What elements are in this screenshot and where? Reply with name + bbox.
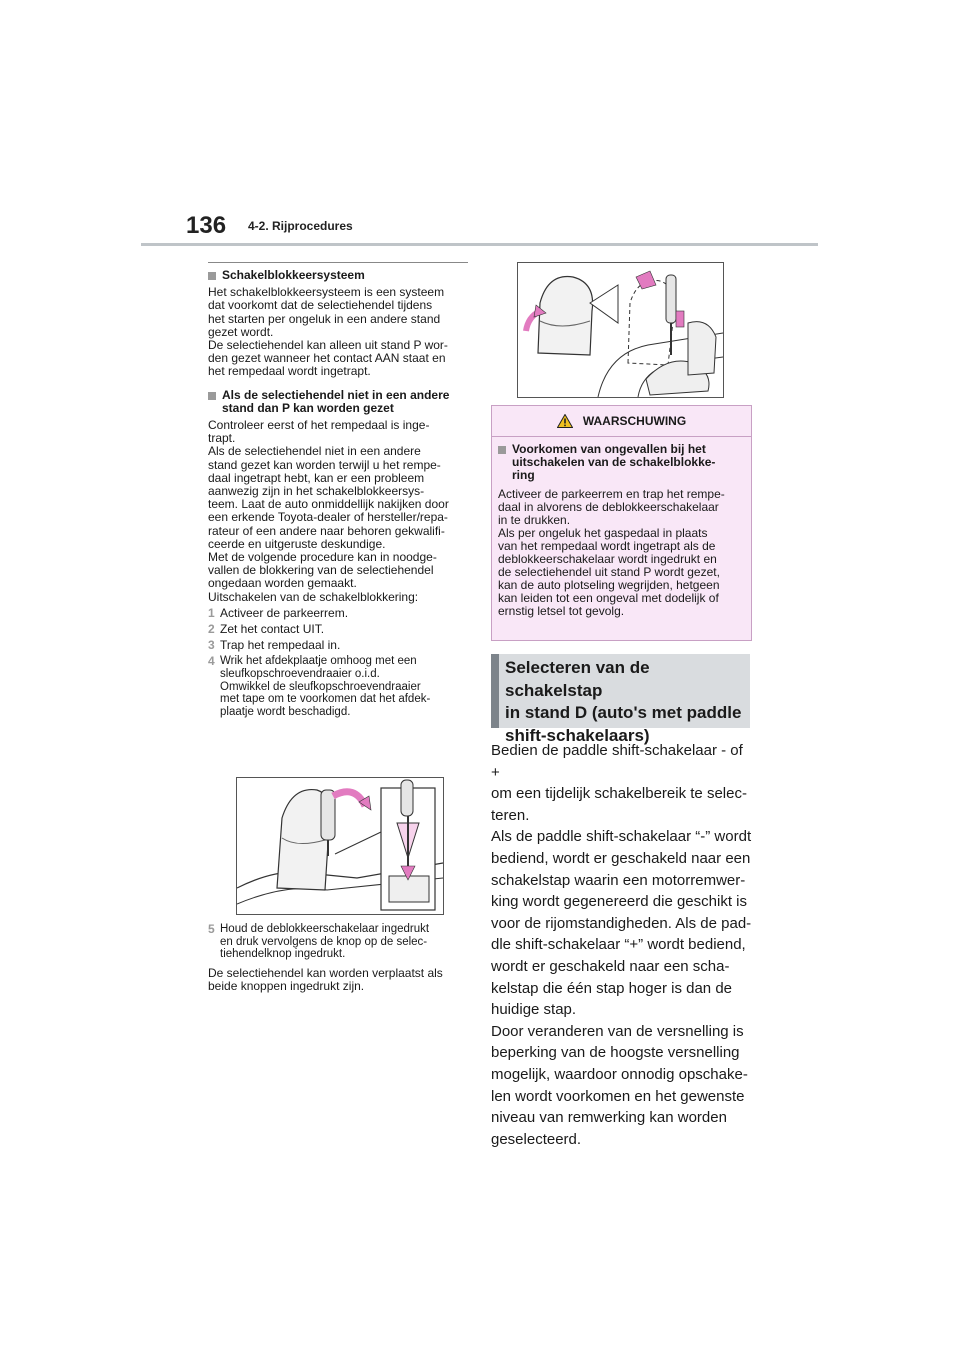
header-divider — [141, 243, 818, 246]
illustration-svg — [518, 263, 723, 397]
square-bullet-icon — [208, 272, 218, 280]
step-item — [208, 655, 468, 718]
warning-heading — [498, 443, 745, 482]
paragraph: Het schakelblokkeersysteem is een systeem dat voorkomt dat de selectiehendel tijdens het starten per ongeluk in een andere stand gezet wordt. De selectiehendel kan alleen uit stand P wor- den gezet wanneer het contact AAN staat en het rempedaal wordt ingetrapt. — [208, 285, 448, 379]
warning-body — [492, 437, 751, 618]
square-bullet-icon — [498, 446, 508, 454]
left-column-bottom — [208, 920, 468, 993]
illustration-shift-release — [517, 262, 724, 398]
step-text: Activeer de parkeerrem. — [220, 605, 349, 620]
section-title: 4-2. Rijprocedures — [248, 219, 353, 233]
left-column — [208, 262, 468, 718]
warning-heading-text: Voorkomen van ongevallen bij het uitschakelen van de schakelblokke- ring — [512, 442, 716, 482]
paragraph: Controleer eerst of het rempedaal is inge- trapt. Als de selectiehendel niet in een andere stand gezet kan worden terwijl u het rempe- daal ingetrapt hebt, kan er een probleem aanwezig zijn in het schakelblokkeersys- teem. Laat de auto onmiddellijk nakijken door een erkende Toyota-dealer of hersteller/repa- rateur of een andere naar behoren gekwalifi- ceerde en uitgeruste deskundige. Met de volgende procedure kan in noodge- vallen de blokkering van de selectiehendel ongedaan worden gemaakt. Uitschakelen van de schakelblokkering: — [208, 418, 449, 604]
warning-title: WAARSCHUWING — [582, 414, 687, 428]
step-item — [208, 923, 468, 961]
heading-niet-in-andere-stand — [208, 389, 468, 415]
paragraph: De selectiehendel kan worden verplaatst als beide knoppen ingedrukt zijn. — [208, 965, 443, 993]
warning-triangle-icon — [557, 414, 573, 428]
section-heading-box — [491, 654, 750, 745]
step-text: Wrik het afdekplaatje omhoog met een sleufkopschroevendraaier o.i.d. Omwikkel de sleufkopschroevendraaier met tape om te voorkomen dat het afdek- plaatje wordt beschadigd. — [220, 655, 431, 718]
column-divider — [208, 262, 468, 263]
step-number: 3 — [208, 638, 215, 653]
step-text: Zet het contact UIT. — [220, 622, 325, 637]
step-text: Trap het rempedaal in. — [220, 638, 341, 653]
section-heading-bar — [491, 654, 499, 728]
heading-text: Schakelblokkeersysteem — [222, 268, 365, 282]
warning-header — [492, 406, 751, 437]
step-item — [208, 639, 468, 652]
heading-text: Als de selectiehendel niet in een andere stand dan P kan worden gezet — [222, 387, 450, 415]
step-number: 1 — [208, 605, 215, 620]
square-bullet-icon — [208, 392, 218, 400]
step-number: 2 — [208, 622, 215, 637]
section-heading-title: Selecteren van de schakelstap in stand D (auto's met paddle shift-schakelaars) — [505, 658, 742, 745]
step-number: 4 — [208, 654, 215, 669]
step-item — [208, 623, 468, 636]
right-body-text: Bedien de paddle shift-schakelaar - of + om een tijdelijk schakelbereik te selec- teren. Als de paddle shift-schakelaar “-” wordt bediend, wordt er geschakeld naar een schakelstap waarin een motorremwer- king wordt gegenereerd die geschikt is voor de rijomstandigheden. Als de pad- dle shift-schakelaar “+” wordt bediend, wordt er geschakeld naar een scha- kelstap die één stap hoger is dan de huidige stap. Door veranderen van de versnelling is beperking van de hoogste versnelling mogelijk, waardoor onnodig opschake- len wordt voorkomen en het gewenste niveau van remwerking kan worden geselecteerd. — [491, 742, 752, 1148]
step-text: Houd de deblokkeerschakelaar ingedrukt en druk vervolgens de knop op de selec- tiehendelknop ingedrukt. — [220, 923, 430, 961]
heading-schakelblokkeersysteem — [208, 269, 468, 282]
illustration-svg — [237, 778, 443, 914]
page-number: 136 — [186, 212, 227, 239]
step-item — [208, 607, 468, 620]
step-number: 5 — [208, 922, 215, 936]
warning-text: Activeer de parkeerrem en trap het rempe- daal in alvorens de deblokkeerschakelaar in te drukken. Als per ongeluk het gaspedaal in plaats van het rempedaal wordt ingetrapt als de deblokkeerschakelaar wordt ingedrukt en de selectiehendel uit stand P wordt gezet, kan de auto plotseling wegrijden, hetgeen kan leiden tot een ongeval met dodelijk of ernstig letsel tot gevolg. — [498, 487, 725, 618]
warning-box — [491, 405, 752, 641]
illustration-pry-cover — [236, 777, 444, 915]
